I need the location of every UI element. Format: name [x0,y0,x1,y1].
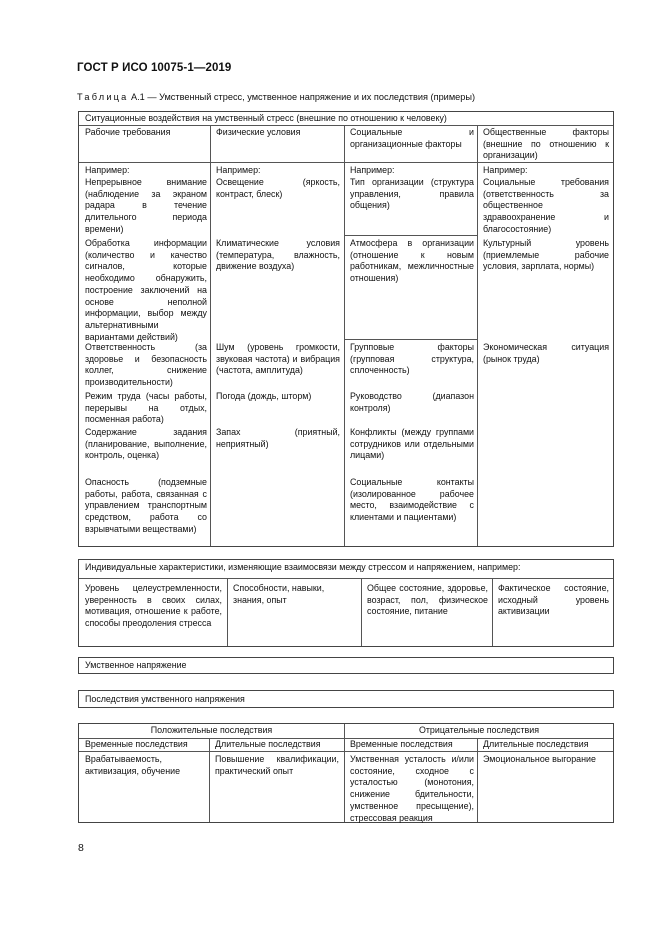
divider [492,578,493,646]
table1-title: Ситуационные воздействия на умственный стресс (внешние по отношению к человеку) [85,113,447,123]
situational-factors-table [78,111,614,547]
divider [361,578,362,646]
work-demands-item: Ответственность (за здоровье и безопасность коллег, снижение производительности) [85,342,207,388]
divider [210,125,211,546]
divider [79,578,613,579]
divider [209,738,210,822]
effect-item: Повышение квалификации, практический опыт [215,754,339,776]
caption-label: Таблица [77,92,129,102]
subheader-long-term: Длительные последствия [483,739,589,749]
physical-example-label: Например: [216,165,261,175]
social-item: Руководство (диапазон контроля) [350,391,474,413]
header-societal-factors: Общественные факторы (внешние по отношению к организации) [483,127,609,161]
work-demands-item: Непрерывное внимание (наблюдение за экраном радара в течение длительного периода времени) [85,177,207,234]
societal-item: Социальные требования (ответственность за общественное здравоохранение и благосостояние) [483,177,609,234]
work-demands-item: Опасность (подземные работы, работа, связанная с управлением транспортным средством, работа со взрывчатыми веществами) [85,477,207,534]
social-example-label: Например: [350,165,395,175]
divider [477,738,478,822]
positive-effects-header: Положительные последствия [150,725,273,735]
physical-item: Шум (уровень громкости, звуковая частота) и вибрация (частота, амплитуда) [216,342,340,376]
mental-strain-label: Умственное напряжение [85,660,187,670]
page-number: 8 [78,842,84,854]
work-demands-item: Режим труда (часы работы, перерывы на отдых, посменная работа) [85,391,207,425]
divider [345,235,477,236]
physical-item: Погода (дождь, шторм) [216,391,312,401]
divider [79,751,613,752]
social-item: Групповые факторы (групповая структура, сплоченность) [350,342,474,376]
social-item: Атмосфера в организации (отношение к новым работникам, межличностные отношения) [350,238,474,284]
mental-strain-box [78,657,614,674]
divider [477,125,478,546]
subheader-temporary: Временные последствия [350,739,453,749]
table2-title: Индивидуальные характеристики, изменяющие взаимосвязи между стрессом и напряжением, например: [85,562,521,572]
individual-characteristics-table [78,559,614,647]
subheader-long-term: Длительные последствия [215,739,321,749]
societal-example-label: Например: [483,165,528,175]
header-physical-conditions: Физические условия [216,127,301,137]
individual-item: Фактическое состояние, исходный уровень активизации [498,583,609,617]
physical-item: Запах (приятный, неприятный) [216,427,340,449]
work-demands-example-label: Например: [85,165,130,175]
document-code: ГОСТ Р ИСО 10075-1—2019 [77,62,232,74]
social-item: Конфликты (между группами сотрудников или отдельными лицами) [350,427,474,461]
effect-item: Умственная усталость и/или состояние, сходное с усталостью (монотония, снижение бдительности, умственное пресыщение), стрессовая реакция [350,754,474,823]
negative-effects-header: Отрицательные последствия [418,725,540,735]
effect-item: Эмоциональное выгорание [483,754,596,764]
subheader-temporary: Временные последствия [85,739,188,749]
societal-item: Культурный уровень (приемлемые рабочие условия, зарплата, нормы) [483,238,609,272]
work-demands-item: Обработка информации (количество и качество сигналов, которые необходимо обнаружить, построение заключений на основе неполной информации, выбор между альтернативными вариантами действий) [85,238,207,342]
divider [344,125,345,546]
caption-text: А.1 — Умственный стресс, умственное напряжение и их последствия (примеры) [128,92,476,102]
strain-effects-label: Последствия умственного напряжения [85,694,245,704]
divider [344,724,345,822]
header-work-demands: Рабочие требования [85,127,171,137]
effects-table [78,723,614,823]
social-item: Тип организации (структура управления, правила общения) [350,177,474,211]
work-demands-item: Содержание задания (планирование, выполнение, контроль, оценка) [85,427,207,461]
social-item: Социальные контакты (изолированное рабочее место, взаимодействие с клиентами и пациентами) [350,477,474,523]
physical-item: Освещение (яркость, контраст, блеск) [216,177,340,199]
individual-item: Общее состояние, здоровье, возраст, пол, физическое состояние, питание [367,583,488,617]
divider [79,125,613,126]
societal-item: Экономическая ситуация (рынок труда) [483,342,609,364]
individual-item: Уровень целеустремленности, уверенность в своих силах, мотивация, отношение к работе, способы преодоления стресса [85,583,222,629]
individual-item: Способности, навыки, знания, опыт [233,583,325,605]
divider [345,339,477,340]
physical-item: Климатические условия (температура, влажность, движение воздуха) [216,238,340,272]
divider [227,578,228,646]
divider [79,162,613,163]
effect-item: Врабатываемость, активизация, обучение [85,754,181,776]
strain-effects-box [78,690,614,708]
table-caption [77,92,475,102]
header-social-factors: Социальные и организационные факторы [350,127,474,149]
